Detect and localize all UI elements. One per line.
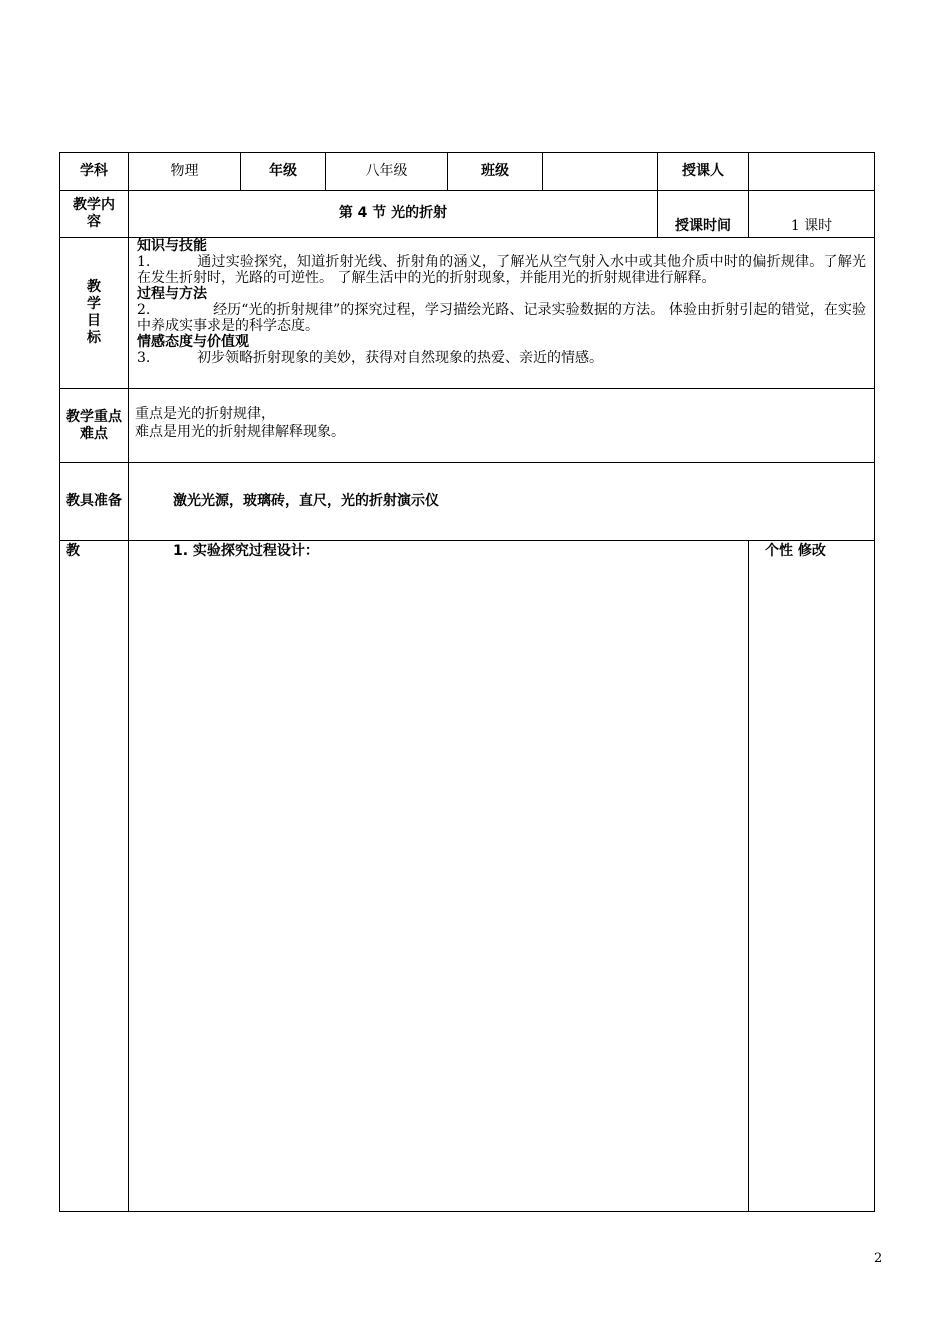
objectives-row	[60, 238, 875, 389]
objective-item-2	[137, 302, 866, 334]
key-points-content	[129, 389, 875, 463]
header-row	[60, 153, 875, 191]
subject-label: 学科	[60, 153, 129, 191]
teacher-value	[749, 153, 875, 191]
content-label	[60, 191, 129, 238]
teacher-label: 授课人	[658, 153, 749, 191]
process-row	[60, 541, 875, 1212]
grade-label: 年级	[241, 153, 326, 191]
materials-value: 激光光源，玻璃砖，直尺，光的折射演示仪	[129, 463, 875, 541]
process-step-1: 1. 实验探究过程设计：	[129, 541, 749, 1212]
key-points-row	[60, 389, 875, 463]
objective-item-3	[137, 350, 866, 366]
page-number: 2	[874, 1251, 883, 1266]
process-heading: 过程与方法	[137, 286, 207, 302]
time-value: 1 课时	[749, 191, 875, 238]
objective-item-2-text: 经历“光的折射规律”的探究过程，学习描绘光路、记录实验数据的方法。 体验由折射引起的错觉，在实验中养成实事求是的科学态度。	[137, 302, 866, 334]
content-row	[60, 191, 875, 238]
objectives-label-text: 教学目标	[87, 279, 101, 346]
class-value	[543, 153, 658, 191]
key-point-line-1: 重点是光的折射规律，	[135, 406, 275, 422]
personal-revision-label: 个性 修改	[749, 541, 875, 1212]
subject-value: 物理	[129, 153, 241, 191]
class-label: 班级	[448, 153, 543, 191]
grade-value: 八年级	[326, 153, 448, 191]
content-label-text: 教学内容	[73, 197, 115, 230]
objective-item-3-text: 初步领略折射现象的美妙，获得对自然现象的热爱、亲近的情感。	[197, 350, 603, 366]
objective-item-2-num: 2.	[137, 302, 151, 318]
objective-item-1-text: 通过实验探究，知道折射光线、折射角的涵义，了解光从空气射入水中或其他介质中时的偏折规律。了解光在发生折射时，光路的可逆性。 了解生活中的光的折射现象，并能用光的折射规律进行解释。	[137, 254, 866, 286]
lesson-plan-table	[59, 152, 875, 1212]
knowledge-heading: 知识与技能	[137, 238, 207, 254]
key-points-label-text: 教学重点难点	[66, 408, 122, 442]
key-point-line-2: 难点是用光的折射规律解释现象。	[135, 424, 345, 440]
objective-item-3-num: 3.	[137, 350, 151, 366]
time-label: 授课时间	[658, 191, 749, 238]
objective-item-1-num: 1.	[137, 254, 151, 270]
key-points-label	[60, 389, 129, 463]
process-label: 教	[60, 541, 129, 1212]
objectives-content	[129, 238, 875, 389]
materials-row	[60, 463, 875, 541]
materials-label-text: 教具准备	[66, 493, 122, 509]
materials-label	[60, 463, 129, 541]
emotion-heading: 情感态度与价值观	[137, 334, 249, 350]
lesson-title: 第 4 节 光的折射	[129, 191, 658, 238]
objectives-label	[60, 238, 129, 389]
objective-item-1	[137, 254, 866, 286]
